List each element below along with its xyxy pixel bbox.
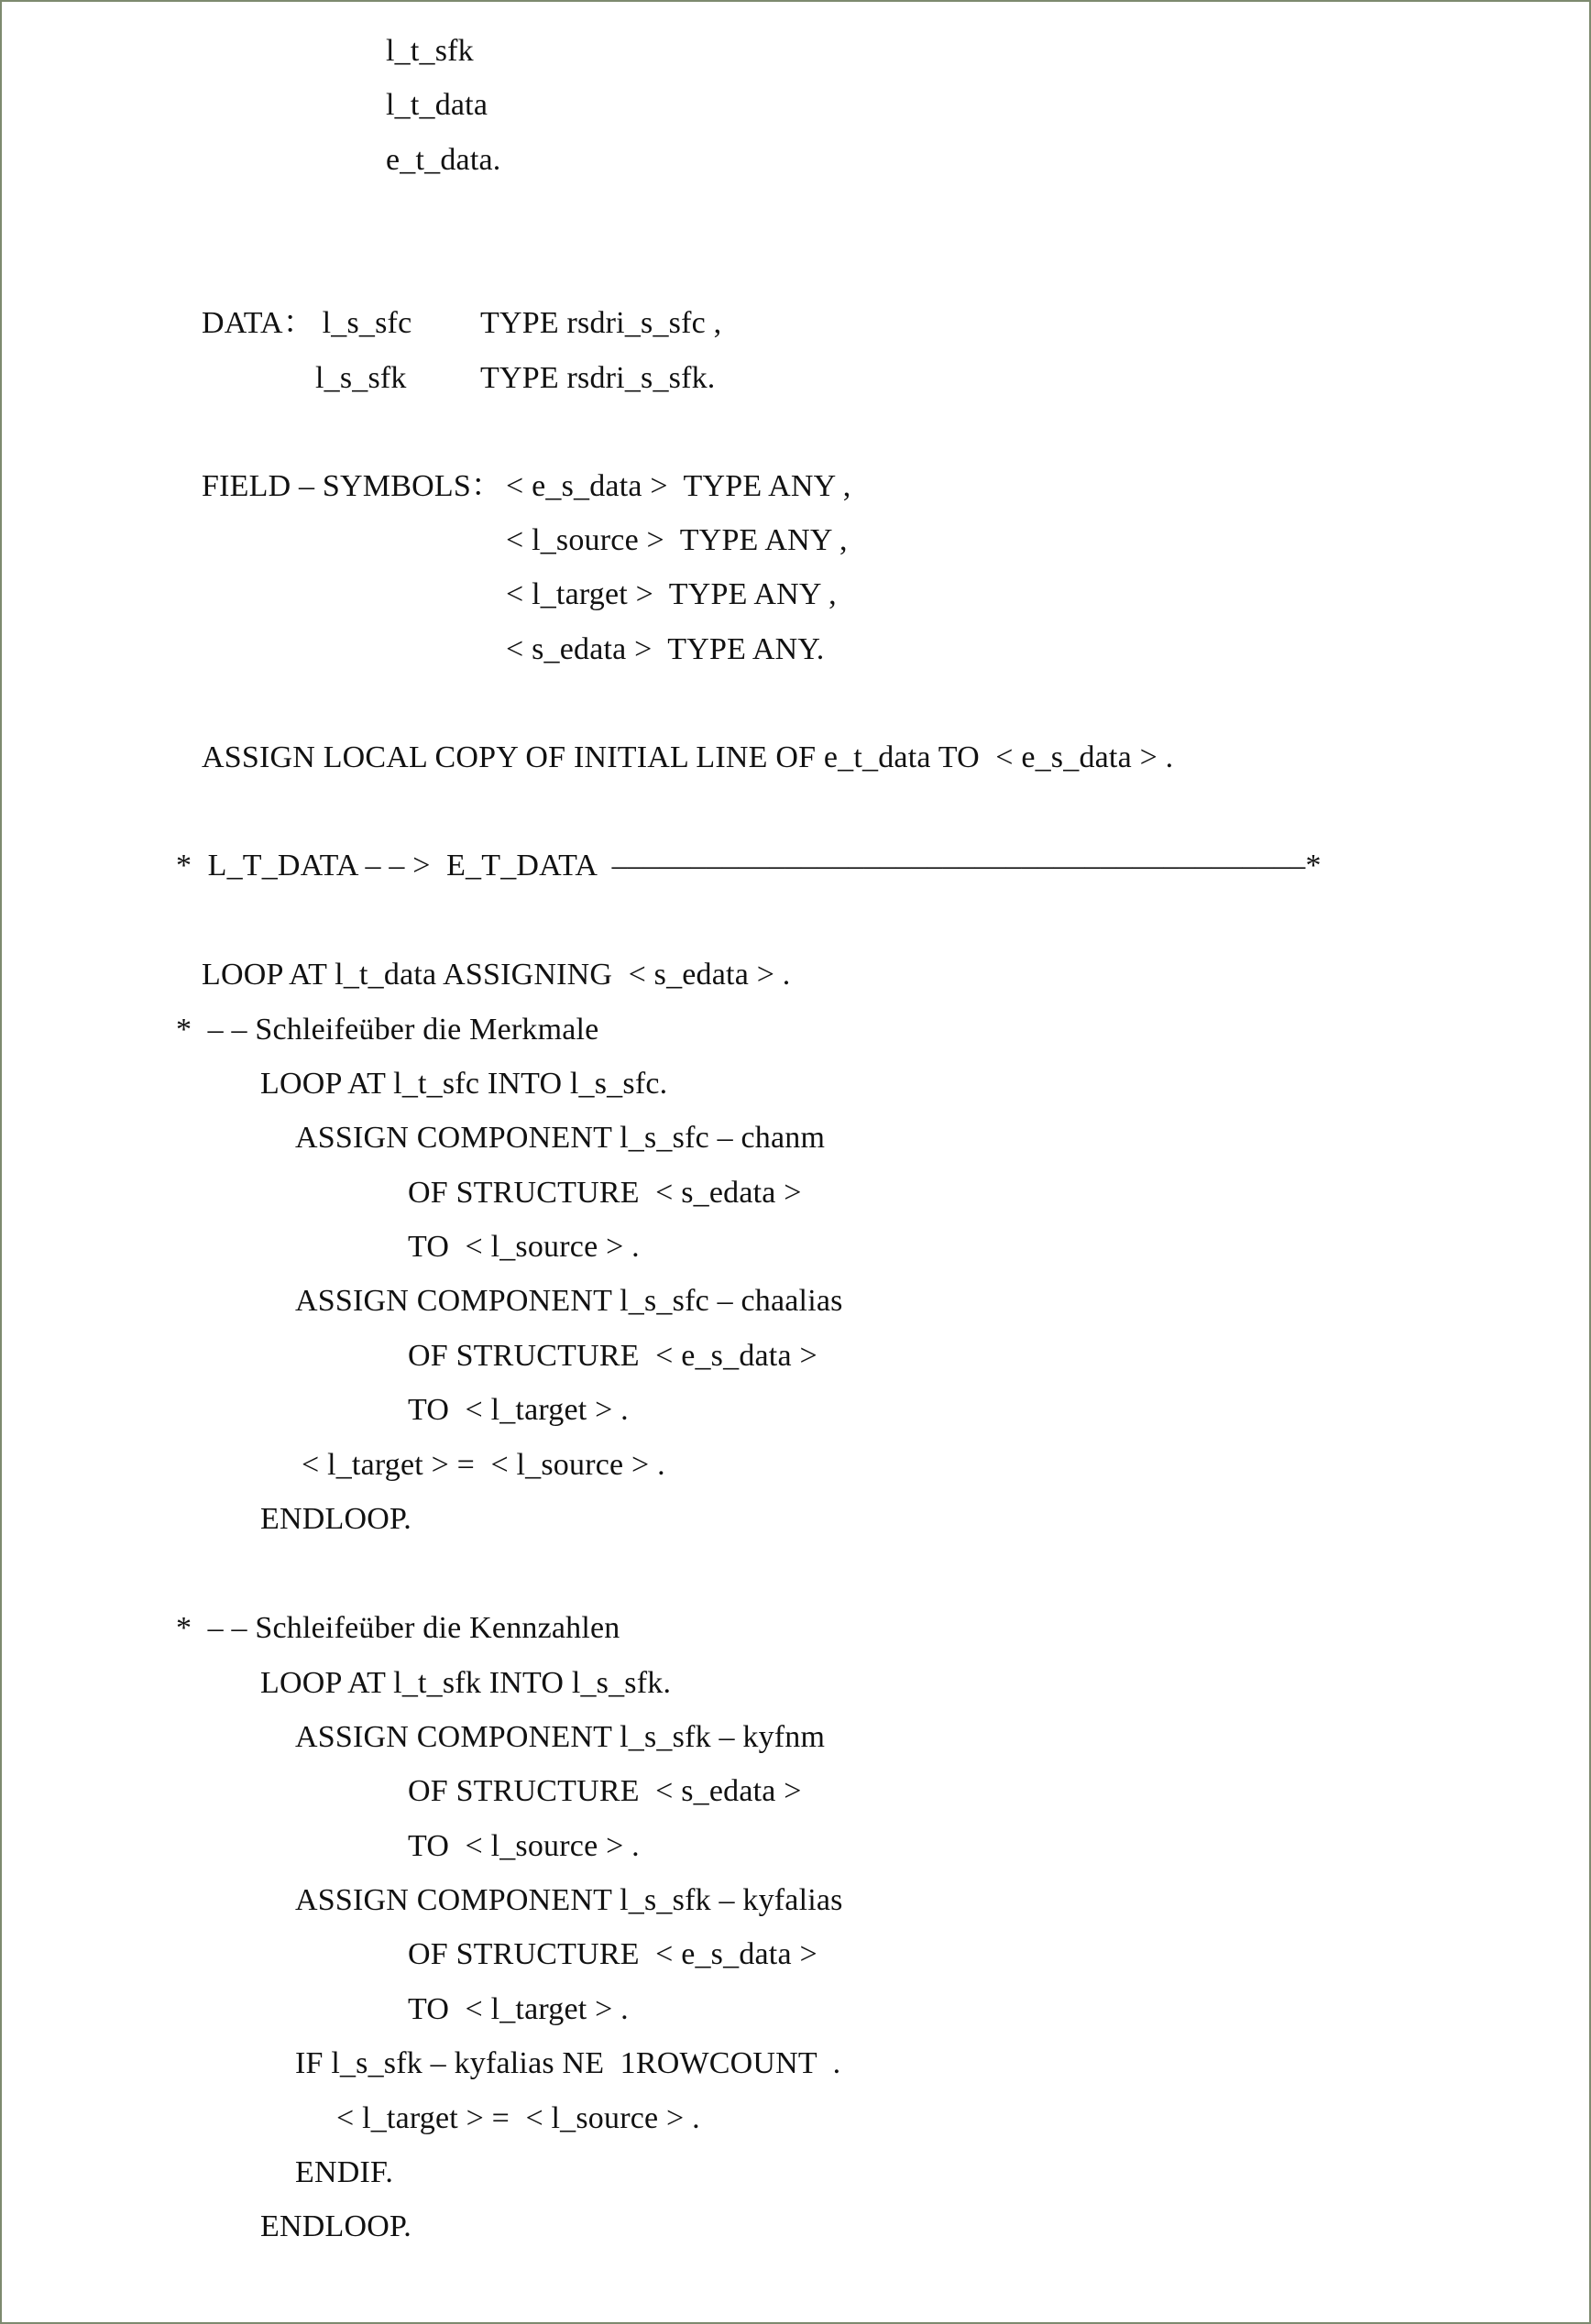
code-line: IF l_s_sfk – kyfalias NE 1ROWCOUNT .: [295, 2046, 841, 2080]
code-line: TO < l_source > .: [408, 1829, 640, 1863]
code-line: TYPE rsdri_s_sfc ,: [480, 306, 722, 340]
code-line: ASSIGN COMPONENT l_s_sfk – kyfalias: [295, 1883, 843, 1917]
code-line: l_t_sfk: [386, 34, 474, 68]
code-line: OF STRUCTURE < s_edata >: [408, 1176, 802, 1210]
code-line: l_s_sfk: [315, 361, 407, 395]
code-line: ASSIGN COMPONENT l_s_sfc – chaalias: [295, 1284, 843, 1318]
code-line: LOOP AT l_t_data ASSIGNING < s_edata > .: [202, 958, 791, 992]
code-line: * – – Schleifeüber die Kennzahlen: [176, 1611, 620, 1645]
code-line: e_t_data.: [386, 143, 501, 177]
code-line: * L_T_DATA – – > E_T_DATA ––––––––––––––––––––––––––––––––––––––––––––*: [176, 849, 1322, 882]
code-line: LOOP AT l_t_sfk INTO l_s_sfk.: [260, 1666, 672, 1700]
code-line: TO < l_target > .: [408, 1393, 629, 1427]
code-line: OF STRUCTURE < s_edata >: [408, 1774, 802, 1808]
code-line: < s_edata > TYPE ANY.: [506, 632, 825, 666]
code-line: ENDLOOP.: [260, 2209, 411, 2243]
code-line: TYPE rsdri_s_sfk.: [480, 361, 716, 395]
code-line: < l_target > = < l_source > .: [302, 1448, 665, 1482]
code-line: l_t_data: [386, 88, 488, 122]
code-line: ASSIGN LOCAL COPY OF INITIAL LINE OF e_t_data TO < e_s_data > .: [202, 740, 1174, 774]
code-line: < e_s_data > TYPE ANY ,: [506, 469, 851, 503]
code-line: DATA： l_s_sfc: [202, 306, 412, 340]
code-line: LOOP AT l_t_sfc INTO l_s_sfc.: [260, 1067, 668, 1101]
code-line: OF STRUCTURE < e_s_data >: [408, 1937, 817, 1971]
code-line: ENDIF.: [295, 2155, 394, 2189]
code-line: < l_target > = < l_source > .: [336, 2101, 700, 2135]
code-line: ENDLOOP.: [260, 1502, 411, 1536]
code-line: FIELD – SYMBOLS：: [202, 469, 503, 503]
code-line: < l_source > TYPE ANY ,: [506, 523, 848, 557]
code-line: * – – Schleifeüber die Merkmale: [176, 1013, 599, 1047]
code-line: < l_target > TYPE ANY ,: [506, 577, 837, 611]
code-line: ASSIGN COMPONENT l_s_sfk – kyfnm: [295, 1720, 826, 1754]
code-line: TO < l_target > .: [408, 1992, 629, 2026]
code-line: ASSIGN COMPONENT l_s_sfc – chanm: [295, 1121, 826, 1155]
code-line: OF STRUCTURE < e_s_data >: [408, 1339, 817, 1373]
code-line: TO < l_source > .: [408, 1230, 640, 1264]
